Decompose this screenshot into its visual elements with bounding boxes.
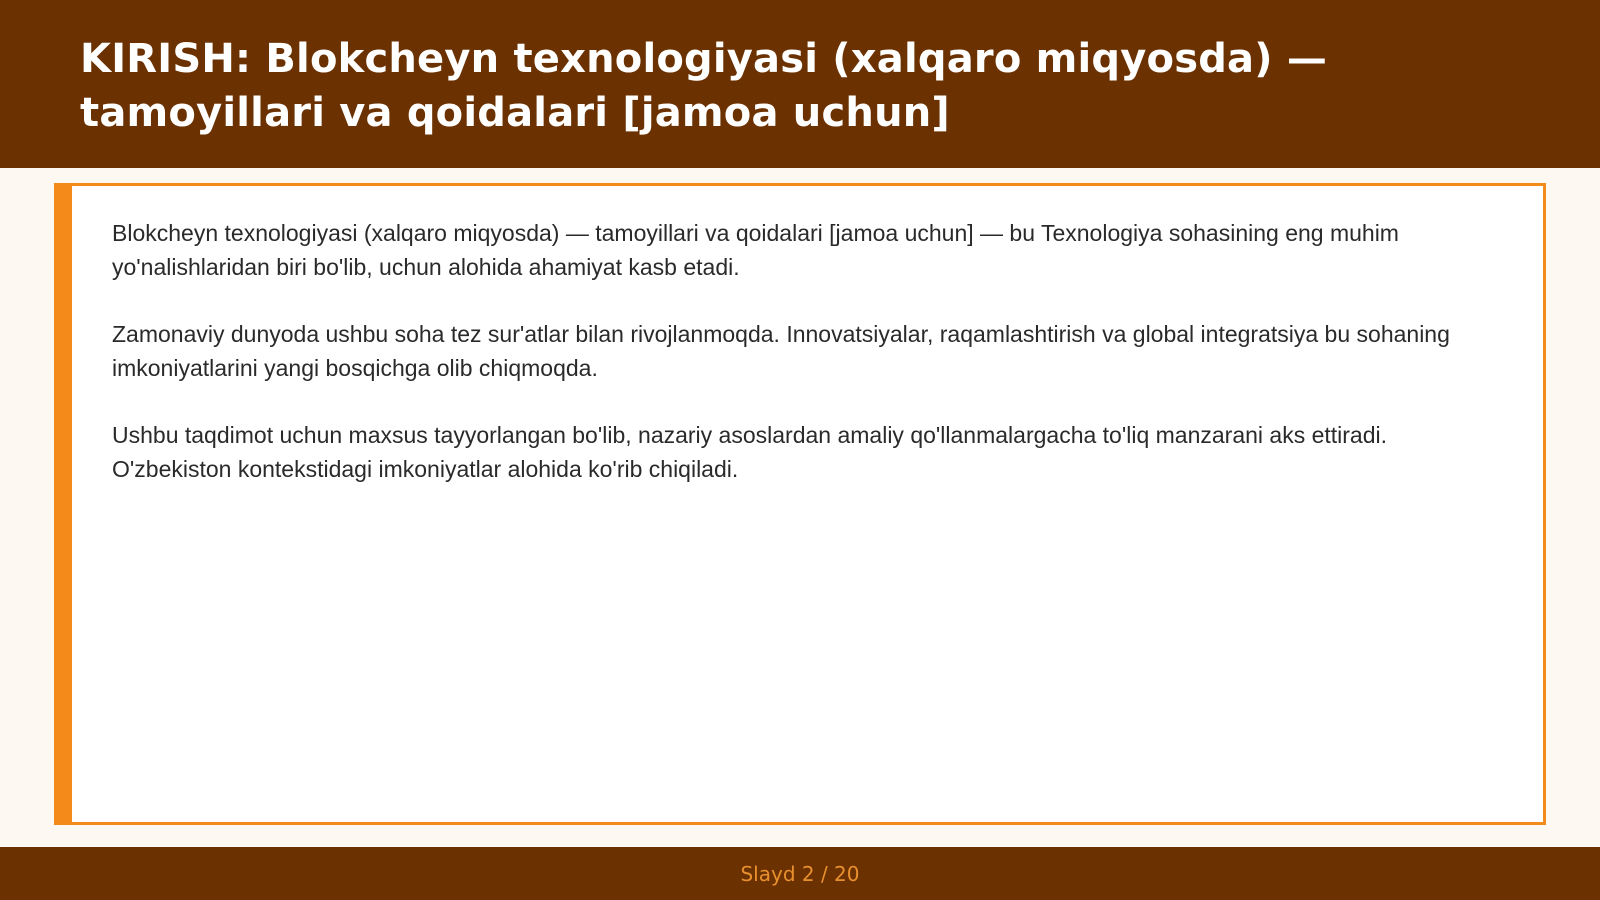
- slide-title: KIRISH: Blokcheyn texnologiyasi (xalqaro miqyosda) — tamoyillari va qoidalari [jamoa uchun]: [80, 36, 1328, 136]
- context-paragraph: Zamonaviy dunyoda ushbu soha tez sur'atlar bilan rivojlanmoqda. Innovatsiyalar, raqamlashtirish va global integratsiya bu sohaning imkoniyatlarini yangi bosqichga olib chiqmoqda.: [112, 321, 1450, 381]
- slide-footer: [0, 847, 1600, 900]
- purpose-paragraph: Ushbu taqdimot uchun maxsus tayyorlangan bo'lib, nazariy asoslardan amaliy qo'llanmalargacha to'liq manzarani aks ettiradi. O'zbekiston kontekstidagi imkoniyatlar alohida ko'rib chiqiladi.: [112, 422, 1388, 482]
- content-panel: [54, 183, 1546, 825]
- intro-paragraph: Blokcheyn texnologiyasi (xalqaro miqyosda) — tamoyillari va qoidalari [jamoa uchun] — bu Texnologiya sohasining eng muhim yo'nalishlaridan biri bo'lib, uchun alohida ahamiyat kasb etadi.: [112, 220, 1399, 280]
- slide-counter: Slayd 2 / 20: [740, 861, 860, 886]
- slide-header: [0, 0, 1600, 168]
